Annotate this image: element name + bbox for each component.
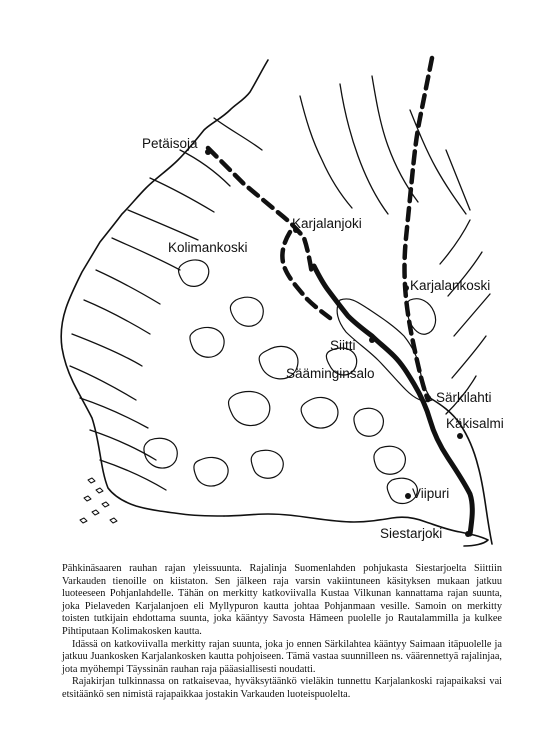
marker-petaisoja (205, 149, 211, 155)
label-kolimankoski: Kolimankoski (168, 240, 248, 255)
marker-viipuri (405, 493, 411, 499)
islands (80, 478, 117, 523)
border-dashed-northern (405, 58, 433, 400)
southern-coastline (224, 514, 488, 546)
caption-paragraph: Rajakirjan tulkinnassa on ratkaisevaa, hyväksytäänkö vieläkin tunnettu Karjalankoski rajapaikaksi vai etsitäänkö sen nimistä rajapaikkaa jostakin Varkauden luoteispuolelta. (62, 676, 502, 700)
border-dashed-western (208, 148, 312, 274)
label-viipuri: Viipuri (412, 486, 450, 501)
label-saaminginsalo: Sääminginsalo (286, 366, 375, 381)
label-siitti: Siitti (330, 338, 356, 353)
marker-siitti (369, 337, 375, 343)
label-petaisoja: Petäisoja (142, 136, 198, 151)
marker-siestarjoki (465, 531, 471, 537)
label-siestarjoki: Siestarjoki (380, 526, 443, 541)
label-karjalanjoki: Karjalanjoki (292, 216, 362, 231)
caption-paragraph: Pähkinäsaaren rauhan rajan yleissuunta. Rajalinja Suomenlahden pohjukasta Siestarjoelta Siittiin Varkauden tienoille on kiistaton. Sen jälkeen raja varsin vakiintuneen käsityksen mukaan jatkuu luoteeseen Pohjanlahdelle. Tähän on merkitty katkoviivalla Kustaa Vilkunan kannattama rajan suunta, joka Pielaveden Karjalanjoen eli Myllypuron kautta johtaa Pohjanmaan vesille. Samoin on merkitty toisten tutkijain ehdottama suunta, joka kääntyy Savosta Hämeen puolelle jo Rautalammilla ja kulkee Pihtiputaan Kolimakosken kautta. (62, 563, 502, 637)
label-sarkilahti: Särkilahti (436, 390, 492, 405)
marker-kakisalmi (457, 433, 463, 439)
label-karjalankoski: Karjalankoski (410, 278, 491, 293)
lake-shapes (144, 260, 417, 504)
marker-sarkilahti (425, 395, 431, 401)
caption-paragraph: Idässä on katkoviivalla merkitty rajan suunta, joka jo ennen Särkilahtea kääntyy Saimaan itäpuolelle ja jatkuu Juankosken Karjalankosken kautta pohjoiseen. Tämä vastaa suunnilleen ns. väärennettyä rajalinjaa, jota myöhempi Täyssinän rauhan raja pääasiallisesti noudatti. (62, 638, 502, 675)
map-caption (62, 563, 502, 702)
western-coastline (61, 60, 268, 516)
label-kakisalmi: Käkisalmi (446, 416, 504, 431)
marker-karjalankoski (403, 285, 409, 291)
